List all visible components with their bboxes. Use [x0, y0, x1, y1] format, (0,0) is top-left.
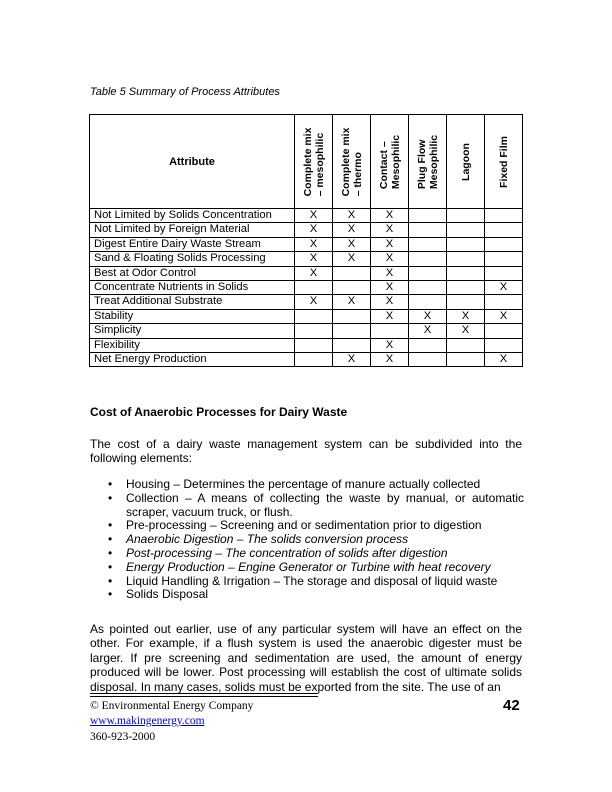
table-row — [90, 281, 523, 295]
footer-rule-second — [90, 696, 318, 697]
process-column-header — [447, 115, 485, 209]
process-column-header — [485, 115, 523, 209]
attribute-mark-cell — [447, 223, 485, 237]
attribute-mark-cell: X — [371, 223, 409, 237]
attribute-mark-cell — [295, 309, 333, 323]
attribute-mark-cell: X — [485, 309, 523, 323]
bullet-icon: • — [108, 532, 113, 547]
attribute-mark-cell — [409, 281, 447, 295]
row-attribute-label: Net Energy Production — [90, 353, 295, 367]
attribute-mark-cell: X — [447, 309, 485, 323]
attribute-mark-cell — [447, 281, 485, 295]
attribute-mark-cell: X — [333, 237, 371, 251]
list-item — [108, 519, 524, 533]
row-attribute-label: Sand & Floating Solids Processing — [90, 252, 295, 266]
table-row — [90, 237, 523, 251]
process-attributes-table — [89, 114, 523, 367]
attribute-mark-cell: X — [295, 295, 333, 309]
attribute-mark-cell — [447, 338, 485, 352]
row-attribute-label: Treat Additional Substrate — [90, 295, 295, 309]
bullet-icon: • — [108, 490, 113, 505]
attribute-mark-cell: X — [485, 353, 523, 367]
list-item-text: Post-processing – The concentration of solids after digestion — [126, 545, 448, 560]
process-column-label-line: Complete mix — [301, 127, 314, 196]
attribute-mark-cell — [333, 281, 371, 295]
attribute-mark-cell: X — [333, 295, 371, 309]
process-column-label — [378, 134, 402, 188]
attribute-mark-cell — [409, 223, 447, 237]
closing-paragraph: As pointed out earlier, use of any particular system will have an effect on the other. For example, if a flush system is used the anaerobic digester must be larger. If pre screening and sedimentation are used, the amount of energy produced will be lower. Post processing will establish the cost of ultimate solids disposal. In many cases, solids must be exported from the site. The use of an — [90, 622, 522, 694]
process-column-header — [295, 115, 333, 209]
attribute-mark-cell — [447, 266, 485, 280]
attribute-mark-cell — [295, 324, 333, 338]
attribute-mark-cell — [333, 266, 371, 280]
table-body — [90, 209, 523, 367]
bullet-icon: • — [108, 545, 113, 560]
attribute-mark-cell — [485, 338, 523, 352]
attribute-mark-cell: X — [371, 252, 409, 266]
process-column-header — [333, 115, 371, 209]
attribute-mark-cell — [409, 209, 447, 223]
process-column-label-line: – thermo — [351, 151, 364, 196]
list-item-text: Pre-processing – Screening and or sedimentation prior to digestion — [126, 518, 482, 533]
attribute-mark-cell — [485, 266, 523, 280]
footer-phone: 360-923-2000 — [90, 731, 156, 743]
attribute-mark-cell: X — [371, 338, 409, 352]
attribute-mark-cell — [295, 281, 333, 295]
attribute-mark-cell: X — [295, 209, 333, 223]
attribute-mark-cell: X — [371, 353, 409, 367]
attribute-column-header: Attribute — [90, 115, 295, 209]
list-item-text: Collection – A means of collecting the waste by manual, or automatic scraper, vacuum truck, or flush. — [126, 490, 524, 519]
row-attribute-label: Digest Entire Dairy Waste Stream — [90, 237, 295, 251]
row-attribute-label: Flexibility — [90, 338, 295, 352]
attribute-mark-cell — [295, 353, 333, 367]
attribute-mark-cell — [485, 252, 523, 266]
attribute-mark-cell: X — [295, 223, 333, 237]
process-column-label-line: Mesophilic — [389, 134, 402, 189]
attribute-mark-cell: X — [333, 252, 371, 266]
intro-paragraph: The cost of a dairy waste management system can be subdivided into the following elements: — [90, 437, 522, 466]
bullet-icon: • — [108, 573, 113, 588]
attribute-mark-cell: X — [371, 209, 409, 223]
attribute-mark-cell — [333, 338, 371, 352]
list-item — [108, 533, 524, 547]
table-row — [90, 209, 523, 223]
page-number: 42 — [503, 697, 520, 714]
process-column-label-line: – mesophilic — [313, 132, 326, 196]
table-row — [90, 252, 523, 266]
attribute-mark-cell — [447, 209, 485, 223]
list-item-text: Housing – Determines the percentage of manure actually collected — [126, 477, 481, 491]
process-column-header — [371, 115, 409, 209]
footer-website-link[interactable]: www.makingenergy.com — [90, 715, 205, 727]
row-attribute-label: Concentrate Nutrients in Solids — [90, 281, 295, 295]
table-caption: Table 5 Summary of Process Attributes — [90, 86, 280, 98]
table-row — [90, 353, 523, 367]
list-item — [108, 588, 524, 602]
attribute-mark-cell — [447, 252, 485, 266]
table-row — [90, 338, 523, 352]
attribute-mark-cell: X — [409, 309, 447, 323]
section-heading: Cost of Anaerobic Processes for Dairy Waste — [90, 405, 348, 419]
bullet-icon: • — [108, 559, 113, 574]
attribute-mark-cell: X — [295, 237, 333, 251]
attribute-mark-cell — [447, 237, 485, 251]
attribute-mark-cell — [485, 324, 523, 338]
footer-company: © Environmental Energy Company — [90, 700, 254, 712]
attribute-mark-cell — [485, 237, 523, 251]
attribute-mark-cell — [409, 295, 447, 309]
attribute-mark-cell: X — [295, 252, 333, 266]
process-column-label — [302, 127, 326, 196]
attribute-mark-cell — [295, 338, 333, 352]
process-column-label-line: Lagoon — [459, 142, 472, 181]
list-item — [108, 575, 524, 589]
process-column-label-line: Contact – — [377, 140, 390, 189]
table-row — [90, 309, 523, 323]
bullet-icon: • — [108, 477, 113, 491]
row-attribute-label: Not Limited by Foreign Material — [90, 223, 295, 237]
attribute-mark-cell: X — [485, 281, 523, 295]
list-item — [108, 492, 524, 520]
attribute-mark-cell: X — [447, 324, 485, 338]
process-column-label-line: Fixed Film — [497, 135, 510, 188]
list-item — [108, 547, 524, 561]
attribute-mark-cell — [485, 295, 523, 309]
row-attribute-label: Stability — [90, 309, 295, 323]
process-column-label-line: Plug Flow — [415, 139, 428, 189]
attribute-mark-cell: X — [371, 309, 409, 323]
attribute-mark-cell — [409, 338, 447, 352]
attribute-mark-cell: X — [371, 266, 409, 280]
attribute-mark-cell — [409, 353, 447, 367]
list-item-text: Energy Production – Engine Generator or Turbine with heat recovery — [126, 559, 491, 574]
attribute-mark-cell: X — [371, 295, 409, 309]
row-attribute-label: Best at Odor Control — [90, 266, 295, 280]
process-column-label-line: Complete mix — [339, 127, 352, 196]
attribute-mark-cell — [333, 309, 371, 323]
attribute-mark-cell — [485, 209, 523, 223]
process-column-label-line: Mesophilic — [427, 134, 440, 189]
attribute-mark-cell: X — [333, 223, 371, 237]
bullet-icon: • — [108, 518, 113, 533]
table-row — [90, 295, 523, 309]
attribute-mark-cell — [409, 252, 447, 266]
table-header-row — [90, 115, 523, 209]
process-column-label — [416, 134, 440, 188]
table-row — [90, 324, 523, 338]
attribute-mark-cell: X — [333, 353, 371, 367]
attribute-mark-cell — [333, 324, 371, 338]
process-column-label — [498, 136, 510, 188]
attribute-mark-cell — [447, 353, 485, 367]
attribute-mark-cell: X — [295, 266, 333, 280]
bullet-icon: • — [108, 587, 113, 602]
table-row — [90, 266, 523, 280]
process-column-label — [340, 127, 364, 196]
attribute-mark-cell — [409, 237, 447, 251]
attribute-mark-cell: X — [409, 324, 447, 338]
cost-elements-list — [108, 478, 524, 602]
list-item-text: Anaerobic Digestion – The solids conversion process — [126, 532, 409, 547]
attribute-mark-cell — [409, 266, 447, 280]
list-item-text: Solids Disposal — [126, 587, 209, 602]
attribute-mark-cell: X — [371, 237, 409, 251]
attribute-mark-cell — [485, 223, 523, 237]
process-column-header — [409, 115, 447, 209]
process-column-label — [460, 143, 472, 181]
list-item — [108, 561, 524, 575]
attribute-mark-cell: X — [333, 209, 371, 223]
row-attribute-label: Not Limited by Solids Concentration — [90, 209, 295, 223]
attribute-mark-cell: X — [371, 281, 409, 295]
attribute-mark-cell — [371, 324, 409, 338]
row-attribute-label: Simplicity — [90, 324, 295, 338]
list-item-text: Liquid Handling & Irrigation – The storage and disposal of liquid waste — [126, 573, 498, 588]
footer-rule — [90, 693, 318, 694]
table-row — [90, 223, 523, 237]
list-item — [108, 478, 524, 492]
attribute-mark-cell — [447, 295, 485, 309]
